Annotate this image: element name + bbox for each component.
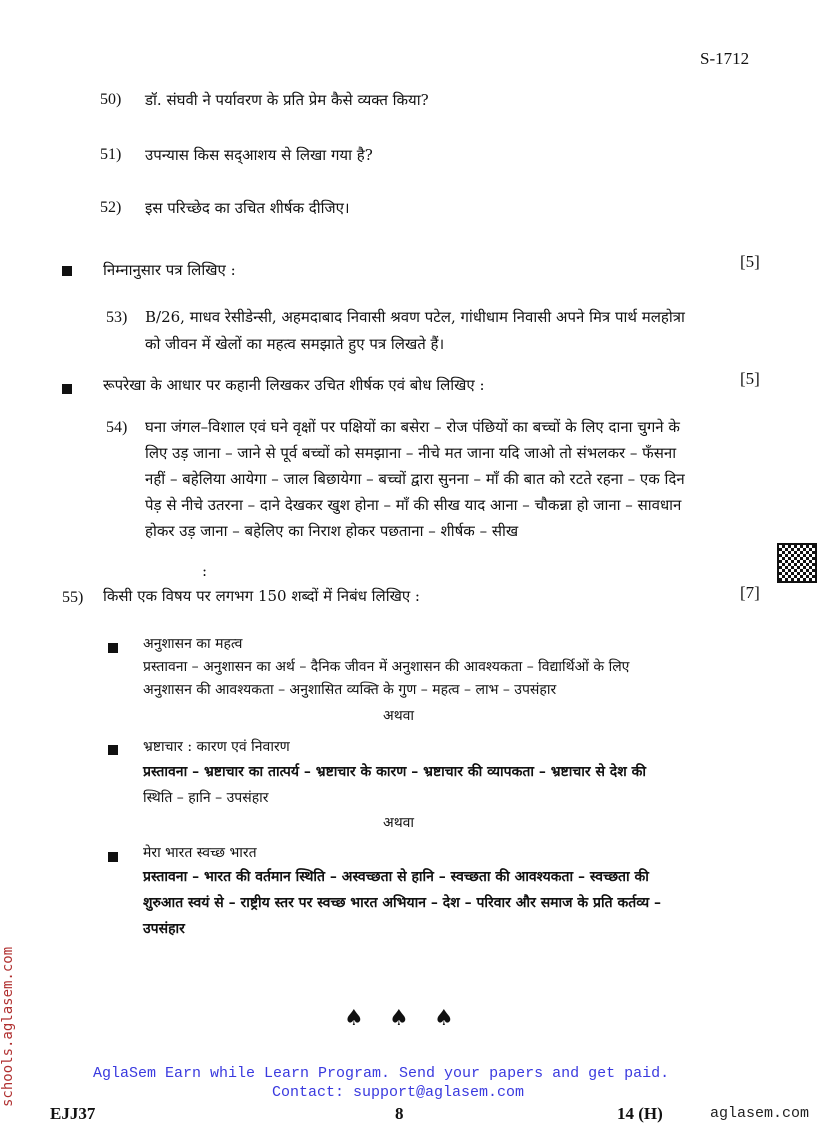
stray-colon: :: [202, 562, 208, 580]
essay-topic-title: मेरा भारत स्वच्छ भारत: [143, 845, 257, 861]
q51-number: 51): [100, 146, 122, 163]
bullet-icon: [108, 643, 118, 653]
essay-topic-line: प्रस्तावना – अनुशासन का अर्थ – दैनिक जीवन में अनुशासन की आवश्यकता – विद्यार्थिओं के लिए: [143, 659, 630, 675]
q54-line: लिए उड़ जाना – जाने से पूर्व बच्चों को समझाना – नीचे मत जाना यदि जाओ तो संभलकर – फँसना: [145, 444, 677, 462]
q53-line: को जीवन में खेलों का महत्व समझाते हुए पत्र लिखते हैं।: [145, 335, 445, 353]
essay-topic-line: प्रस्तावना – भारत की वर्तमान स्थिति – अस्वच्छता से हानि – स्वच्छता की आवश्यकता – स्वच्छता की: [143, 869, 649, 885]
essay-topic-line: अनुशासन की आवश्यकता – अनुशासित व्यक्ति के गुण – महत्व – लाभ – उपसंहार: [143, 682, 557, 698]
paper-code: S-1712: [700, 49, 750, 68]
bullet-icon: [108, 852, 118, 862]
site-link[interactable]: aglasem.com: [710, 1105, 810, 1122]
q51-text: उपन्यास किस सद्आशय से लिखा गया है?: [145, 146, 373, 164]
essay-topic-title: अनुशासन का महत्व: [143, 636, 243, 652]
or-separator: अथवा: [383, 708, 415, 724]
q54-number: 54): [106, 419, 128, 436]
side-watermark: schools.aglasem.com: [0, 946, 16, 1107]
bullet-icon: [62, 266, 72, 276]
spade-icon: ♠: [344, 1006, 364, 1031]
essay-heading: किसी एक विषय पर लगभग 150 शब्दों में निबंध लिखिए :: [103, 587, 420, 605]
bullet-icon: [108, 745, 118, 755]
letter-marks: [5]: [740, 252, 760, 271]
essay-topic-line: स्थिति – हानि – उपसंहार: [143, 790, 269, 806]
q52-number: 52): [100, 199, 122, 216]
page-number: 8: [395, 1104, 404, 1123]
story-heading: रूपरेखा के आधार पर कहानी लिखकर उचित शीर्षक एवं बोध लिखिए :: [103, 376, 485, 394]
essay-topic-line: प्रस्तावना – भ्रष्टाचार का तात्पर्य – भ्रष्टाचार के कारण – भ्रष्टाचार की व्यापकता – भ्रष्टाचार से देश की: [143, 764, 647, 780]
q50-number: 50): [100, 91, 122, 108]
q55-number: 55): [62, 589, 84, 606]
q53-line: B/26, माधव रेसीडेन्सी, अहमदाबाद निवासी श्रवण पटेल, गांधीधाम निवासी अपने मित्र पार्थ मलहोत्रा: [145, 308, 685, 326]
q54-line: नहीं – बहेलिया आयेगा – जाल बिछायेगा – बच्चों द्वारा सुनना – माँ की बात को रटते रहना – एक दिन: [145, 470, 685, 488]
spade-icon: ♠: [389, 1006, 409, 1031]
story-marks: [5]: [740, 369, 760, 388]
contact-link[interactable]: Contact: support@aglasem.com: [272, 1084, 525, 1101]
essay-marks: [7]: [740, 583, 760, 602]
essay-topic-title: भ्रष्टाचार : कारण एवं निवारण: [143, 739, 290, 755]
q52-text: इस परिच्छेद का उचित शीर्षक दीजिए।: [145, 199, 350, 217]
language-code: 14 (H): [617, 1104, 663, 1123]
q54-line: घना जंगल–विशाल एवं घने वृक्षों पर पक्षियों का बसेरा – रोज पंछियों का बच्चों के लिए दाना चुगने के: [145, 418, 680, 436]
bullet-icon: [62, 384, 72, 394]
q53-number: 53): [106, 309, 128, 326]
footer-code: EJJ37: [50, 1104, 96, 1123]
q50-text: डॉ. संघवी ने पर्यावरण के प्रति प्रेम कैसे व्यक्त किया?: [145, 91, 429, 109]
or-separator: अथवा: [383, 815, 415, 831]
promo-text: AglaSem Earn while Learn Program. Send your papers and get paid.: [93, 1065, 670, 1082]
qr-code: [777, 543, 817, 583]
essay-topic-line: उपसंहार: [143, 921, 185, 937]
q54-line: पेड़ से नीचे उतरना – दाने देखकर खुश होना – माँ की सीख याद आना – चौकन्ना हो जाना – सावधान: [145, 496, 682, 514]
spade-icon: ♠: [434, 1006, 454, 1031]
essay-topic-line: शुरुआत स्वयं से – राष्ट्रीय स्तर पर स्वच्छ भारत अभियान – देश – परिवार और समाज के प्रति कर्तव्य –: [143, 895, 662, 911]
letter-heading: निम्नानुसार पत्र लिखिए :: [103, 261, 236, 279]
q54-line: होकर उड़ जाना – बहेलिए का निराश होकर पछताना – शीर्षक – सीख: [145, 522, 519, 540]
